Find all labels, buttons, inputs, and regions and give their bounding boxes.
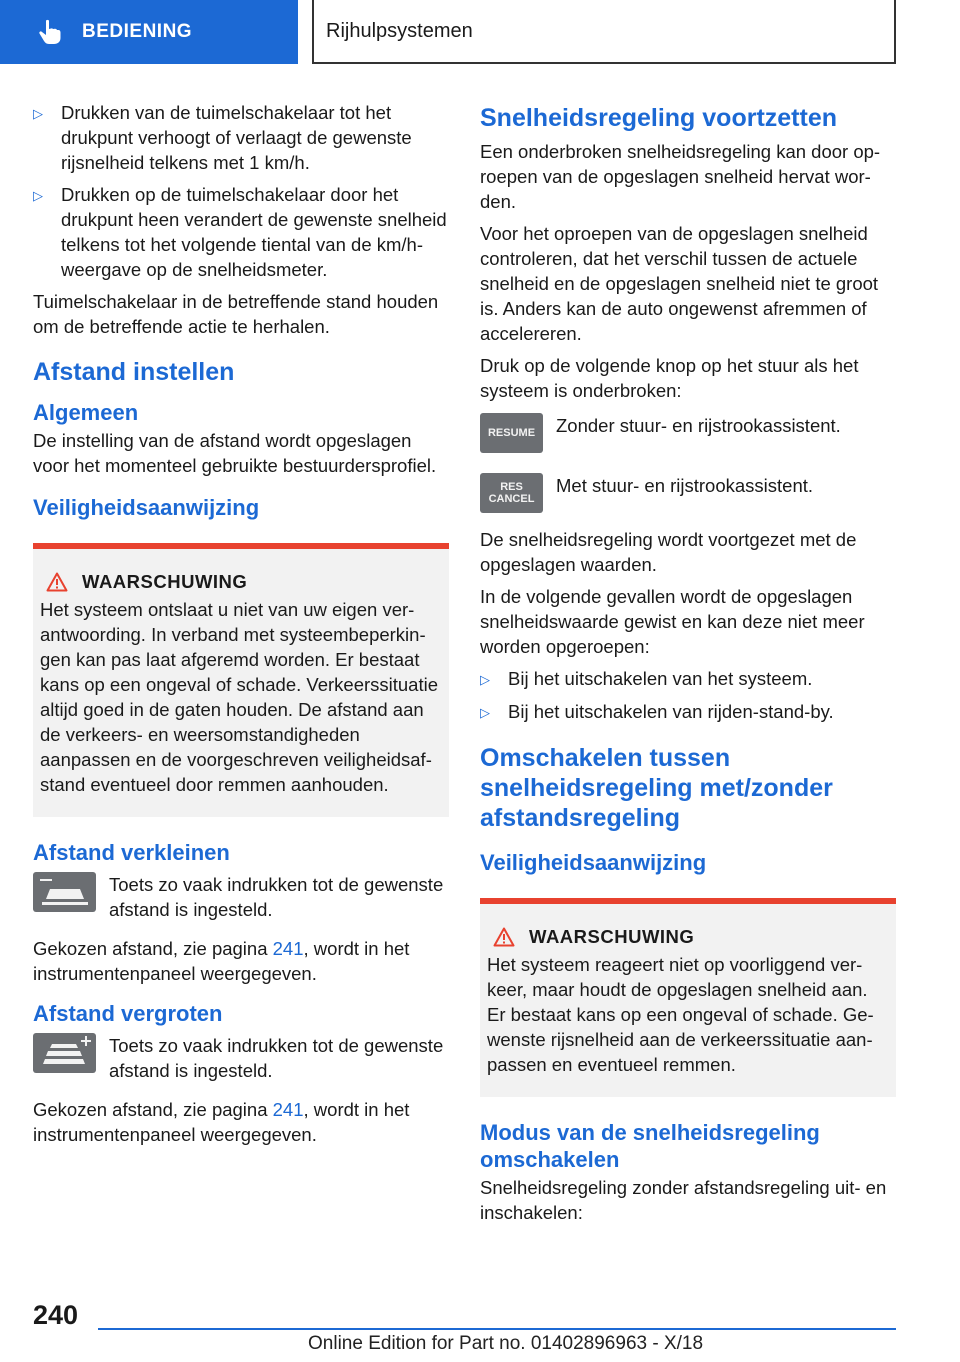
resume-key-icon: RESUME bbox=[480, 413, 543, 453]
paragraph: De instelling van de afstand wordt opgeslagen voor het momenteel gebruikte bestuurdersprofiel. bbox=[33, 430, 437, 476]
heading-continue: Snelheidsregeling voortzetten bbox=[480, 104, 838, 132]
right-column bbox=[480, 100, 896, 1232]
res-cancel-key-icon: RES CANCEL bbox=[480, 473, 543, 513]
page-link[interactable]: 241 bbox=[272, 1099, 304, 1120]
warning-triangle-icon bbox=[493, 927, 515, 947]
warning-triangle-icon bbox=[46, 572, 68, 592]
heading-increase: Afstand vergroten bbox=[33, 1001, 223, 1026]
list-item: ▷ Drukken op de tuimelschakelaar door het drukpunt heen verandert de gewenste snelheid telkens tot het volgende tiental van de km/h-weergave op de snelheidsmeter. bbox=[33, 184, 447, 280]
bullet-triangle-icon: ▷ bbox=[480, 705, 490, 720]
section-tab[interactable] bbox=[0, 0, 298, 64]
heading-switch: Omschakelen tussen snelheidsregeling met/zonder afstandsregeling bbox=[480, 744, 833, 832]
heading-safety: Veiligheidsaanwijzing bbox=[33, 495, 260, 520]
left-column bbox=[33, 100, 449, 1154]
warning-box bbox=[480, 898, 896, 1097]
warning-title: WAARSCHUWING bbox=[529, 926, 695, 947]
section-label: BEDIENING bbox=[82, 21, 193, 42]
chapter-title: Rijhulpsystemen bbox=[312, 0, 896, 64]
warning-text: Het systeem ontslaat u niet van uw eigen verantwoording. In verband met systeembeperkingen kan pas laat afgeremd worden. Er bestaat kans op een ongeval of schade. Verkeerssituatie altijd goed in de gaten houden. De afstand aan de verkeers- en weersomstandigheden aanpassen en de voorgeschreven veiligheidsafstand eventueel door remmen aanhouden. bbox=[40, 599, 439, 795]
paragraph: Voor het oproepen van de opgeslagen snelheid controleren, dat het verschil tussen de actuele snelheid en de opgeslagen snelheid niet te groot is. Anders kan de auto ongewenst afremmen of accelereren. bbox=[480, 223, 879, 344]
list-item: ▷ Bij het uitschakelen van het systeem. bbox=[480, 666, 896, 692]
paragraph: Snelheidsregeling zonder afstandsregeling uit- en inschakelen: bbox=[480, 1177, 887, 1223]
paragraph: Druk op de volgende knop op het stuur als het systeem is onderbroken: bbox=[480, 355, 859, 401]
hand-pointer-icon bbox=[38, 19, 62, 45]
warning-title: WAARSCHUWING bbox=[82, 571, 248, 592]
page-footer bbox=[0, 1290, 960, 1362]
paragraph: In de volgende gevallen wordt de opgeslagen snelheidswaarde gewist en kan deze niet meer worden opgeroepen: bbox=[480, 586, 865, 657]
page-link[interactable]: 241 bbox=[272, 938, 304, 959]
heading-distance: Afstand instellen bbox=[33, 358, 235, 386]
paragraph: De snelheidsregeling wordt voortgezet met de opgeslagen waarden. bbox=[480, 529, 857, 575]
bullet-triangle-icon: ▷ bbox=[33, 106, 43, 121]
warning-text: Het systeem reageert niet op voorliggend verkeer, maar houdt de opgeslagen snelheid aan. Er bestaat kans op een ongeval of schade. Gewenste rijsnelheid aan de verkeerssituatie aanpassen en eventueel remmen. bbox=[487, 954, 874, 1075]
key-description: Zonder stuur- en rijstrookassistent. bbox=[556, 415, 841, 436]
edition-text: Online Edition for Part no. 01402896963 - X/18 bbox=[308, 1333, 704, 1354]
key-description: Toets zo vaak indrukken tot de gewenste afstand is ingesteld. bbox=[109, 874, 444, 920]
key-description: Toets zo vaak indrukken tot de gewenste afstand is ingesteld. bbox=[109, 1035, 444, 1081]
list-item: ▷ Bij het uitschakelen van rijden-stand-by. bbox=[480, 699, 896, 725]
heading-decrease: Afstand verkleinen bbox=[33, 840, 230, 865]
bullet-triangle-icon: ▷ bbox=[480, 672, 490, 687]
paragraph: Gekozen afstand, zie pagina 241, wordt in het instrumentenpaneel weergegeven. bbox=[33, 1099, 410, 1145]
paragraph: Een onderbroken snelheidsregeling kan door oproepen van de opgeslagen snelheid hervat worden. bbox=[480, 141, 881, 212]
heading-general: Algemeen bbox=[33, 400, 139, 425]
footer-divider bbox=[98, 1328, 896, 1330]
list-item: ▷ Drukken van de tuimelschakelaar tot het drukpunt verhoogt of verlaagt de gewenste rijsnelheid telkens met 1 km/h. bbox=[33, 102, 412, 173]
distance-decrease-key-icon bbox=[33, 872, 96, 912]
paragraph: Tuimelschakelaar in de betreffende stand houden om de betreffende actie te herhalen. bbox=[33, 291, 439, 337]
warning-box bbox=[33, 543, 449, 817]
heading-mode: Modus van de snelheidsregeling omschakelen bbox=[480, 1120, 820, 1172]
paragraph: Gekozen afstand, zie pagina 241, wordt in het instrumentenpaneel weergegeven. bbox=[33, 938, 410, 984]
bullet-triangle-icon: ▷ bbox=[33, 188, 43, 203]
page-number: 240 bbox=[33, 1300, 79, 1330]
distance-increase-key-icon bbox=[33, 1033, 96, 1073]
heading-safety: Veiligheidsaanwijzing bbox=[480, 850, 707, 875]
page-header bbox=[0, 0, 960, 66]
key-description: Met stuur- en rijstrookassistent. bbox=[556, 475, 814, 496]
